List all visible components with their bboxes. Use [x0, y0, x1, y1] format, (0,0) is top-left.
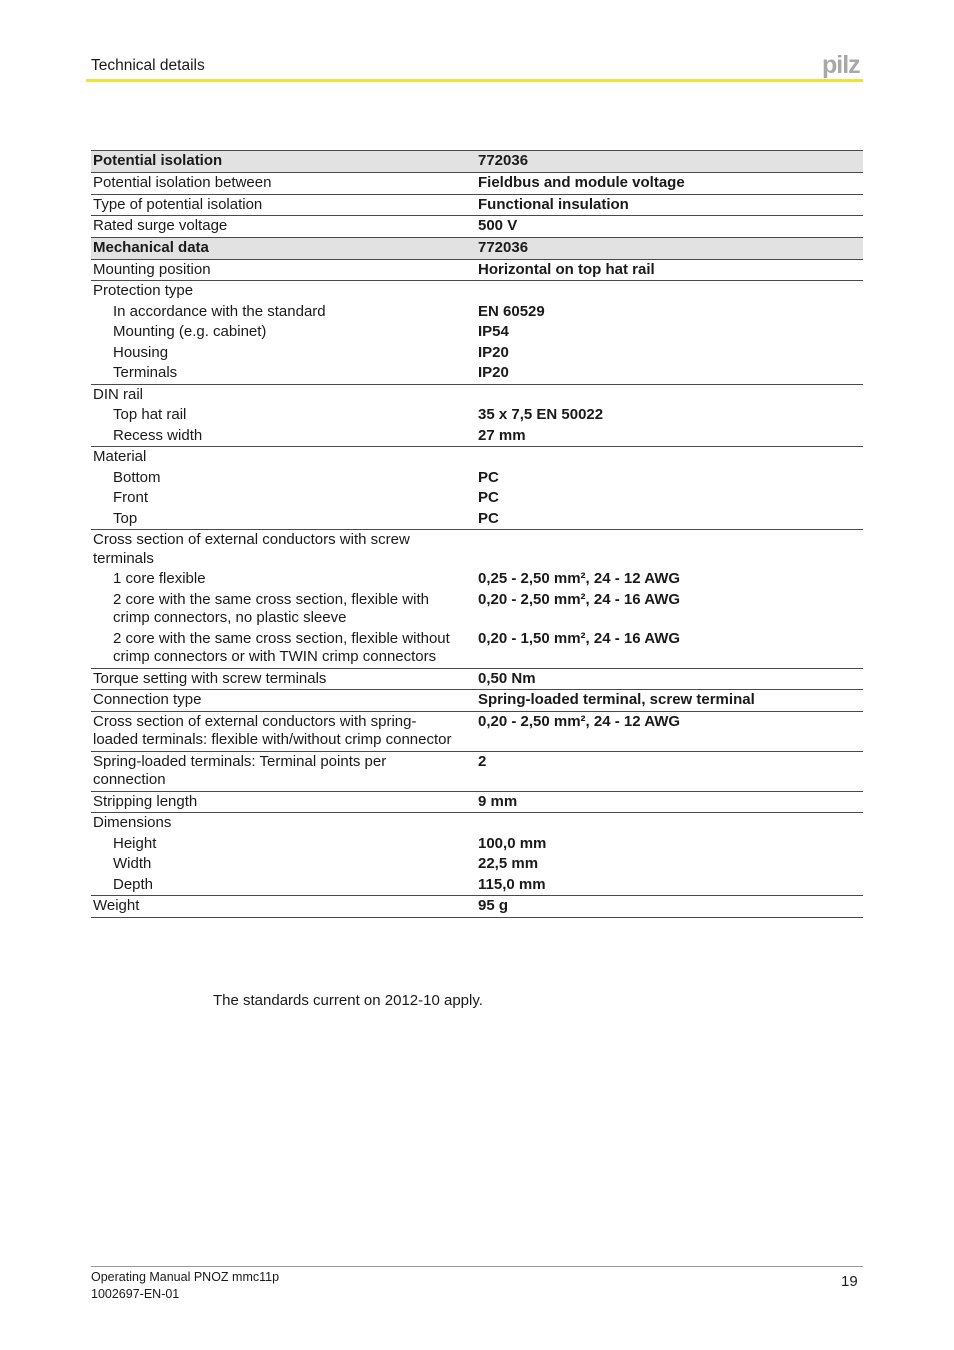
footer-manual-title: Operating Manual PNOZ mmc11p [91, 1270, 280, 1284]
spec-value: 500 V [476, 216, 863, 238]
spec-value: 115,0 mm [478, 875, 546, 893]
spec-label-text: Stripping length [93, 792, 198, 810]
spec-value: Spring-loaded terminal, screw terminal [476, 690, 863, 712]
spec-value: 0,25 - 2,50 mm², 24 - 12 AWG [478, 570, 681, 587]
footer-info [91, 1269, 279, 1303]
spec-label [91, 447, 476, 468]
spec-value: 35 x 7,5 EN 50022 [478, 406, 604, 423]
spec-subrow [91, 509, 863, 530]
spec-subrow [91, 488, 863, 509]
spec-label-text: Depth [113, 875, 154, 893]
spec-value [476, 813, 863, 834]
spec-label-text: Top hat rail [113, 406, 187, 423]
spec-label [91, 668, 476, 690]
spec-label-text: Type of potential isolation [93, 195, 263, 213]
spec-value: 27 mm [478, 426, 526, 444]
spec-label-text: Mounting (e.g. cabinet) [113, 323, 267, 340]
spec-label-text: Cross section of external conductors with spring-loaded terminals: flexible with/without crimp connector [93, 712, 452, 748]
spec-value: 95 g [476, 896, 863, 918]
spec-label [91, 509, 476, 530]
spec-subrow [91, 590, 863, 629]
spec-value: 2 [476, 751, 863, 791]
spec-value: IP20 [478, 343, 509, 361]
spec-subrow [91, 405, 863, 426]
spec-label [91, 791, 476, 813]
spec-value: 100,0 mm [478, 834, 547, 852]
spec-subrow [91, 875, 863, 896]
spec-value [476, 530, 863, 570]
technical-data-table [91, 150, 863, 918]
spec-row [91, 281, 863, 302]
spec-row [91, 530, 863, 570]
spec-value [476, 384, 863, 405]
spec-label-text: Cross section of external conductors with screw terminals [93, 531, 410, 567]
spec-subrow [91, 363, 863, 384]
standards-note: The standards current on 2012-10 apply. [213, 992, 483, 1009]
spec-row [91, 447, 863, 468]
spec-value: 22,5 mm [478, 855, 539, 872]
footer-document-number: 1002697-EN-01 [91, 1287, 180, 1301]
section-header-row [91, 151, 863, 173]
spec-label [91, 690, 476, 712]
spec-label-text: Top [113, 509, 138, 527]
spec-label-text: Rated surge voltage [93, 217, 228, 234]
spec-value: Horizontal on top hat rail [478, 260, 655, 278]
header-rule [86, 79, 863, 82]
spec-label-text: Terminals [113, 364, 178, 381]
spec-label [91, 426, 476, 447]
spec-label [91, 854, 476, 875]
spec-label [91, 488, 476, 509]
spec-value [476, 281, 863, 302]
spec-value: IP54 [478, 323, 509, 340]
spec-label-text: 2 core with the same cross section, flexible with crimp connectors, no plastic sleeve [113, 590, 429, 626]
spec-label-text: Protection type [93, 282, 194, 299]
spec-label [91, 711, 476, 751]
spec-label [91, 363, 476, 384]
spec-row [91, 194, 863, 216]
spec-value: PC [478, 468, 499, 486]
spec-label-text: Height [113, 834, 157, 852]
spec-label-text: Recess width [113, 426, 203, 444]
spec-row [91, 813, 863, 834]
spec-label [91, 259, 476, 281]
section-order-number: 772036 [476, 237, 863, 259]
spec-row [91, 896, 863, 918]
spec-label-text: 2 core with the same cross section, flexible without crimp connectors or with TWIN crimp connectors [113, 629, 450, 665]
spec-label-text: Connection type [93, 691, 202, 708]
spec-value: 0,50 Nm [476, 668, 863, 690]
spec-label [91, 834, 476, 855]
spec-label [91, 173, 476, 195]
spec-subrow [91, 629, 863, 669]
spec-label-text: Width [113, 855, 152, 872]
spec-value: 0,20 - 2,50 mm², 24 - 12 AWG [476, 711, 863, 751]
pilz-logo [822, 52, 864, 82]
spec-label [91, 751, 476, 791]
page-header-title: Technical details [91, 57, 205, 74]
spec-label [91, 813, 476, 834]
spec-label [91, 194, 476, 216]
spec-row [91, 751, 863, 791]
spec-label-text: Potential isolation between [93, 174, 272, 191]
spec-label-text: Spring-loaded terminals: Terminal points per connection [93, 752, 387, 788]
spec-subrow [91, 569, 863, 590]
section-title: Mechanical data [91, 237, 476, 259]
spec-row [91, 216, 863, 238]
footer-rule [91, 1266, 863, 1267]
spec-label-text: In accordance with the standard [113, 302, 326, 320]
spec-value: 0,20 - 2,50 mm², 24 - 16 AWG [478, 590, 681, 608]
spec-value: PC [478, 509, 499, 527]
spec-subrow [91, 343, 863, 364]
spec-label-text: Front [113, 489, 149, 506]
spec-value: PC [478, 489, 499, 506]
spec-label [91, 302, 476, 323]
spec-value [476, 447, 863, 468]
spec-label [91, 343, 476, 364]
spec-subrow [91, 854, 863, 875]
spec-label [91, 875, 476, 896]
spec-label-text: 1 core flexible [113, 570, 206, 587]
spec-label-text: Torque setting with screw terminals [93, 669, 327, 687]
page-number: 19 [841, 1273, 858, 1290]
section-order-number: 772036 [476, 151, 863, 173]
spec-label [91, 405, 476, 426]
spec-label-text: Housing [113, 343, 169, 361]
spec-row [91, 259, 863, 281]
spec-label [91, 590, 476, 629]
spec-value: 0,20 - 1,50 mm², 24 - 16 AWG [478, 629, 681, 647]
spec-label [91, 468, 476, 489]
spec-subrow [91, 302, 863, 323]
section-header-row [91, 237, 863, 259]
spec-label-text: Weight [93, 897, 140, 914]
spec-label [91, 322, 476, 343]
spec-subrow [91, 426, 863, 447]
spec-label-text: Mounting position [93, 260, 211, 278]
spec-label [91, 896, 476, 918]
spec-label [91, 281, 476, 302]
spec-row [91, 173, 863, 195]
spec-label [91, 530, 476, 570]
spec-subrow [91, 468, 863, 489]
spec-label [91, 629, 476, 669]
spec-label-text: Material [93, 448, 147, 465]
spec-label [91, 216, 476, 238]
spec-label-text: Bottom [113, 468, 161, 486]
spec-row [91, 791, 863, 813]
spec-subrow [91, 322, 863, 343]
spec-row [91, 384, 863, 405]
spec-label [91, 384, 476, 405]
spec-value: EN 60529 [478, 302, 545, 320]
spec-label-text: Dimensions [93, 814, 172, 831]
spec-row [91, 711, 863, 751]
spec-value: Functional insulation [476, 194, 863, 216]
spec-subrow [91, 834, 863, 855]
spec-row [91, 690, 863, 712]
spec-value: IP20 [478, 364, 509, 381]
section-title: Potential isolation [91, 151, 476, 173]
spec-label [91, 569, 476, 590]
spec-value: Fieldbus and module voltage [478, 174, 685, 191]
spec-value: 9 mm [476, 791, 863, 813]
spec-row [91, 668, 863, 690]
spec-label-text: DIN rail [93, 385, 144, 403]
svg-text:pilz: pilz [822, 52, 860, 78]
